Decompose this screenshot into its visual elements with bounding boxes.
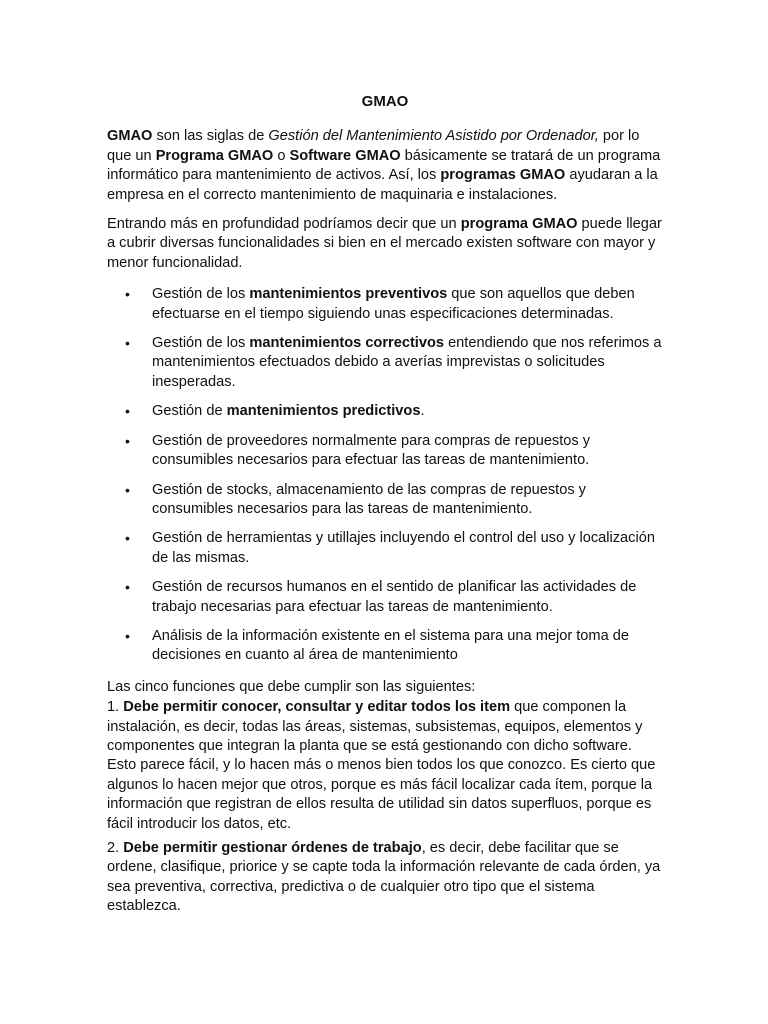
function-1-text: que componen la instalación, es decir, todas las áreas, sistemas, subsistemas, equipos, elementos y componentes que integran la planta que se está gestionando con dicho software. Esto parece fácil, y lo hacen más o menos bien todos los que conozco. Es cierto que algunos lo hacen mejor que otros, porque es más fácil localizar cada ítem, porque la información que registran de ellos resulta de utilidad sin datos superfluos, porque es fácil introducir los datos, etc.	[107, 699, 656, 832]
deeper-text-2: puede llegar a cubrir diversas funcionalidades si bien en el mercado existen software con mayor y menor funcionalidad.	[107, 216, 662, 271]
deeper-bold: programa GMAO	[460, 216, 578, 233]
list-item-text: Gestión de stocks, almacenamiento de las compras de repuestos y consumibles necesarios para las tareas de mantenimiento.	[152, 481, 586, 517]
bullet-icon: •	[125, 335, 130, 352]
list-item	[107, 432, 663, 471]
list-item-text: entendiendo que nos referimos a mantenimientos efectuados debido a averías imprevistas o solicitudes inesperadas.	[152, 335, 662, 390]
intro-text-5: ayudaran a la empresa en el correcto mantenimiento de maquinaria e instalaciones.	[107, 167, 658, 203]
function-2-bold: Debe permitir gestionar órdenes de trabajo	[123, 840, 422, 856]
intro-italic-definition: Gestión del Mantenimiento Asistido por Ordenador,	[268, 128, 599, 145]
bullet-icon: •	[125, 627, 130, 644]
bullet-icon: •	[125, 530, 130, 547]
function-2-number: 2.	[107, 840, 124, 856]
intro-text-1: son las siglas de	[152, 128, 269, 145]
document-title: GMAO	[361, 93, 409, 110]
function-2-text: , es decir, debe facilitar que se ordene, clasifique, priorice y se capte toda la información relevante de cada órden, ya sea preventiva, correctiva, predictiva o de cualquier otro tipo que el sistema establezca.	[107, 840, 661, 915]
list-item-text: Gestión de los	[152, 286, 250, 303]
list-item-bold: mantenimientos correctivos	[249, 335, 445, 352]
list-item	[107, 529, 663, 568]
bullet-icon: •	[125, 432, 130, 449]
list-item-text: que son aquellos que deben efectuarse en el tiempo siguiendo unas especificaciones determinadas.	[152, 286, 635, 322]
bullet-icon: •	[125, 579, 130, 596]
list-item-bold: mantenimientos predictivos	[226, 403, 421, 420]
intro-text-4: básicamente se tratará de un programa informático para mantenimiento de activos. Así, los	[107, 147, 661, 184]
intro-bold-gmao: GMAO	[107, 128, 153, 145]
deeper-paragraph	[107, 215, 663, 273]
intro-text-3: o	[273, 147, 290, 164]
features-list	[107, 285, 663, 666]
list-item	[107, 481, 663, 520]
intro-paragraph	[107, 127, 663, 205]
list-item-text: Gestión de recursos humanos en el sentido de planificar las actividades de trabajo necesarias para efectuar las tareas de mantenimiento.	[152, 579, 637, 615]
function-1-number: 1.	[107, 699, 124, 716]
list-item	[107, 285, 663, 324]
bullet-icon: •	[125, 481, 130, 498]
intro-text-2: por lo que un	[107, 128, 640, 164]
intro-bold-software: Software GMAO	[289, 147, 401, 164]
bullet-icon: •	[125, 403, 130, 420]
list-item-text: Análisis de la información existente en el sistema para una mejor toma de decisiones en cuanto al área de mantenimiento	[152, 627, 629, 664]
function-2-paragraph	[107, 839, 663, 917]
list-item-text: Gestión de herramientas y utillajes incluyendo el control del uso y localización de las mismas.	[152, 530, 655, 566]
list-item-text: Gestión de	[152, 403, 227, 420]
intro-bold-programas: programas GMAO	[440, 167, 566, 184]
list-item	[107, 334, 663, 392]
function-1-paragraph	[107, 698, 663, 834]
function-1-bold: Debe permitir conocer, consultar y editar todos los item	[123, 699, 511, 716]
list-item-text: Gestión de proveedores normalmente para compras de repuestos y consumibles necesarios para efectuar las tareas de mantenimiento.	[152, 432, 591, 469]
functions-intro: Las cinco funciones que debe cumplir son las siguientes:	[107, 678, 476, 695]
list-item-bold: mantenimientos preventivos	[249, 286, 448, 303]
intro-bold-programa: Programa GMAO	[155, 147, 274, 164]
list-item	[107, 402, 663, 421]
list-item	[107, 578, 663, 617]
document-page	[107, 92, 663, 922]
list-item-text: .	[420, 403, 425, 420]
deeper-text-1: Entrando más en profundidad podríamos decir que un	[107, 216, 461, 233]
list-item-text: Gestión de los	[152, 335, 250, 352]
list-item	[107, 627, 663, 666]
bullet-icon: •	[125, 286, 130, 303]
